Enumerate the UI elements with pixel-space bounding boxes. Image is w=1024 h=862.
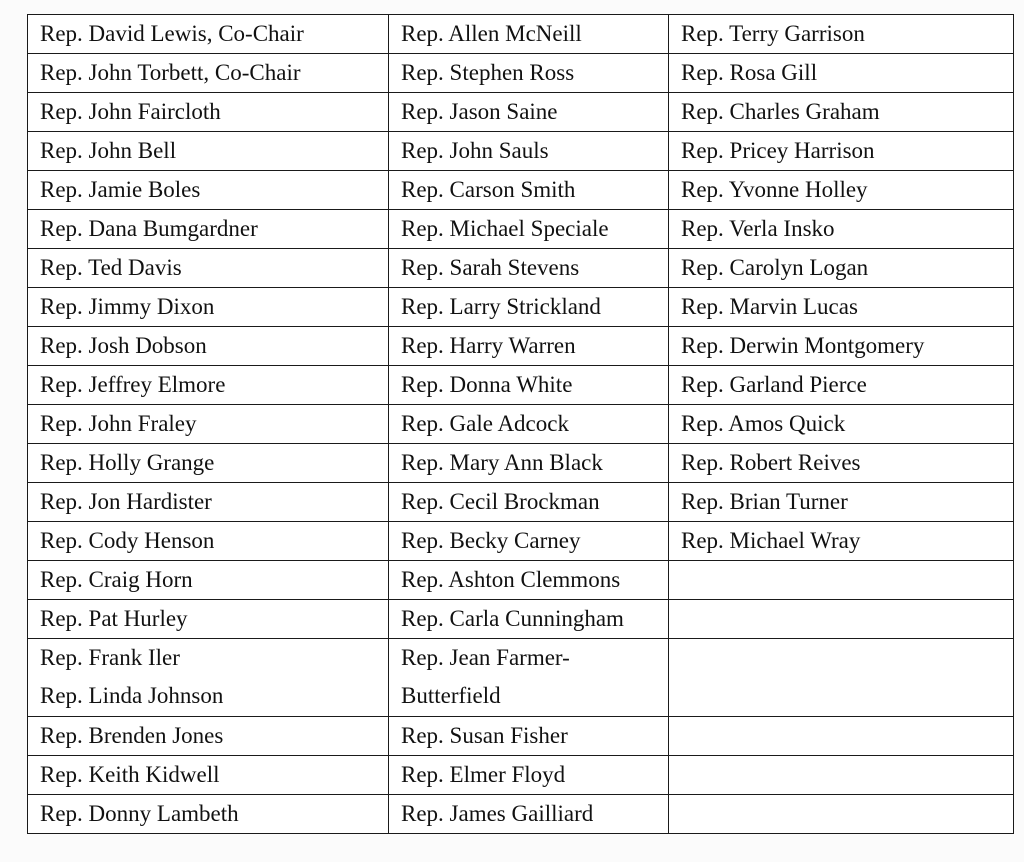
table-row — [28, 54, 1014, 93]
member-name-cell — [389, 756, 669, 795]
member-name-cell — [669, 15, 1014, 54]
member-name-cell — [669, 444, 1014, 483]
member-name: Rep. Jean Farmer- — [401, 645, 570, 670]
table-row — [28, 600, 1014, 639]
member-roster-table — [27, 14, 1014, 834]
member-name: Rep. John Torbett, Co-Chair — [40, 60, 301, 85]
member-name: Rep. Michael Speciale — [401, 216, 609, 241]
member-name: Rep. Dana Bumgardner — [40, 216, 258, 241]
empty-cell — [669, 561, 1014, 600]
member-name-cell — [389, 93, 669, 132]
member-name-cell — [28, 795, 389, 834]
member-name: Rep. Jon Hardister — [40, 489, 212, 514]
table-row — [28, 483, 1014, 522]
table-row — [28, 15, 1014, 54]
member-name: Rep. Keith Kidwell — [40, 762, 220, 787]
member-name: Rep. Terry Garrison — [681, 21, 865, 46]
member-name-cell — [389, 483, 669, 522]
empty-cell — [669, 795, 1014, 834]
table-row — [28, 444, 1014, 483]
member-name-cell — [389, 210, 669, 249]
member-name: Rep. John Bell — [40, 138, 177, 163]
member-name: Rep. John Fraley — [40, 411, 197, 436]
member-name-cell — [669, 522, 1014, 561]
member-name: Rep. Carson Smith — [401, 177, 576, 202]
member-name-cell — [28, 132, 389, 171]
member-name-cell — [28, 93, 389, 132]
table-row — [28, 717, 1014, 756]
member-name-cell — [28, 15, 389, 54]
member-name: Rep. Jimmy Dixon — [40, 294, 215, 319]
empty-cell — [669, 600, 1014, 639]
member-name-cell — [389, 327, 669, 366]
member-name: Rep. Robert Reives — [681, 450, 861, 475]
member-name: Rep. John Faircloth — [40, 99, 221, 124]
member-name-cell — [669, 366, 1014, 405]
member-name: Rep. Jeffrey Elmore — [40, 372, 226, 397]
member-name: Rep. Donny Lambeth — [40, 801, 239, 826]
member-name: Rep. Brian Turner — [681, 489, 848, 514]
member-name-cell — [389, 15, 669, 54]
member-name: Rep. Carla Cunningham — [401, 606, 624, 631]
member-name-cell — [28, 756, 389, 795]
empty-cell — [669, 756, 1014, 795]
member-name-cell — [389, 132, 669, 171]
table-row — [28, 288, 1014, 327]
member-name-cell — [669, 483, 1014, 522]
member-name: Rep. Allen McNeill — [401, 21, 582, 46]
member-name: Rep. Derwin Montgomery — [681, 333, 925, 358]
member-name-cell — [28, 249, 389, 288]
member-name: Rep. Michael Wray — [681, 528, 861, 553]
table-row — [28, 132, 1014, 171]
member-name-cell — [389, 522, 669, 561]
member-name-cell — [389, 171, 669, 210]
member-name-cell — [28, 522, 389, 561]
member-name-cell — [669, 171, 1014, 210]
member-name: Rep. Marvin Lucas — [681, 294, 858, 319]
table-row — [28, 210, 1014, 249]
member-name-cell — [389, 444, 669, 483]
member-name-cell — [389, 288, 669, 327]
member-name: Rep. Gale Adcock — [401, 411, 569, 436]
member-name: Rep. Josh Dobson — [40, 333, 207, 358]
member-name-cell — [389, 366, 669, 405]
member-name-cell — [669, 288, 1014, 327]
member-name-cell — [389, 600, 669, 639]
member-name: Rep. Charles Graham — [681, 99, 880, 124]
member-name: Rep. Ashton Clemmons — [401, 567, 621, 592]
member-name: Rep. Craig Horn — [40, 567, 193, 592]
member-name-cell — [28, 288, 389, 327]
member-name-cell — [28, 54, 389, 93]
member-name: Rep. Stephen Ross — [401, 60, 575, 85]
member-name-cell — [28, 210, 389, 249]
member-name-cell — [28, 600, 389, 639]
member-name-cell — [389, 795, 669, 834]
member-name: Rep. Larry Strickland — [401, 294, 601, 319]
member-name-cell — [669, 210, 1014, 249]
member-name-cell — [389, 54, 669, 93]
member-name-cell — [28, 171, 389, 210]
empty-cell — [669, 717, 1014, 756]
member-name: Rep. Elmer Floyd — [401, 762, 566, 787]
member-name-cell — [389, 561, 669, 600]
member-name-cell — [669, 327, 1014, 366]
member-name-cell — [28, 483, 389, 522]
table-row — [28, 249, 1014, 288]
member-name: Rep. Becky Carney — [401, 528, 581, 553]
member-name: Rep. Cody Henson — [40, 528, 215, 553]
member-name: Rep. Cecil Brockman — [401, 489, 600, 514]
member-name: Rep. Garland Pierce — [681, 372, 867, 397]
table-row — [28, 93, 1014, 132]
member-name: Rep. James Gailliard — [401, 801, 594, 826]
member-name: Rep. Yvonne Holley — [681, 177, 868, 202]
member-name-cell — [28, 405, 389, 444]
member-name: Rep. Pricey Harrison — [681, 138, 875, 163]
member-name: Rep. John Sauls — [401, 138, 549, 163]
member-name: Rep. Pat Hurley — [40, 606, 188, 631]
member-name-cell — [669, 405, 1014, 444]
member-name-cell — [28, 717, 389, 756]
member-name: Rep. Rosa Gill — [681, 60, 818, 85]
member-name-cell — [28, 639, 389, 717]
table-row — [28, 756, 1014, 795]
table-row — [28, 405, 1014, 444]
member-name: Rep. Holly Grange — [40, 450, 215, 475]
member-name: Rep. Donna White — [401, 372, 573, 397]
table-row — [28, 561, 1014, 600]
member-name: Rep. Jason Saine — [401, 99, 558, 124]
roster-table-body — [28, 15, 1014, 834]
member-name: Rep. David Lewis, Co-Chair — [40, 21, 304, 46]
member-name-cell — [389, 249, 669, 288]
table-row — [28, 639, 1014, 717]
table-row — [28, 522, 1014, 561]
member-name: Rep. Amos Quick — [681, 411, 846, 436]
table-row — [28, 327, 1014, 366]
member-name: Butterfield — [401, 683, 501, 708]
member-name: Rep. Mary Ann Black — [401, 450, 603, 475]
member-name: Rep. Ted Davis — [40, 255, 182, 280]
member-name-cell — [28, 366, 389, 405]
member-name-cell — [669, 93, 1014, 132]
member-name-cell — [669, 54, 1014, 93]
member-name-cell — [28, 444, 389, 483]
member-name: Rep. Frank Iler — [40, 645, 180, 670]
member-name: Rep. Linda Johnson — [40, 683, 224, 708]
member-name: Rep. Harry Warren — [401, 333, 576, 358]
table-row — [28, 366, 1014, 405]
table-row — [28, 795, 1014, 834]
member-name-cell — [389, 717, 669, 756]
member-name: Rep. Brenden Jones — [40, 723, 224, 748]
member-name: Rep. Sarah Stevens — [401, 255, 580, 280]
member-name-cell — [28, 327, 389, 366]
member-name-cell — [28, 561, 389, 600]
member-name: Rep. Verla Insko — [681, 216, 835, 241]
member-name-cell — [389, 639, 669, 717]
member-name: Rep. Carolyn Logan — [681, 255, 869, 280]
member-name-cell — [389, 405, 669, 444]
member-name: Rep. Jamie Boles — [40, 177, 201, 202]
member-name-cell — [669, 249, 1014, 288]
member-name: Rep. Susan Fisher — [401, 723, 568, 748]
member-name-cell — [669, 132, 1014, 171]
empty-cell — [669, 639, 1014, 717]
table-row — [28, 171, 1014, 210]
